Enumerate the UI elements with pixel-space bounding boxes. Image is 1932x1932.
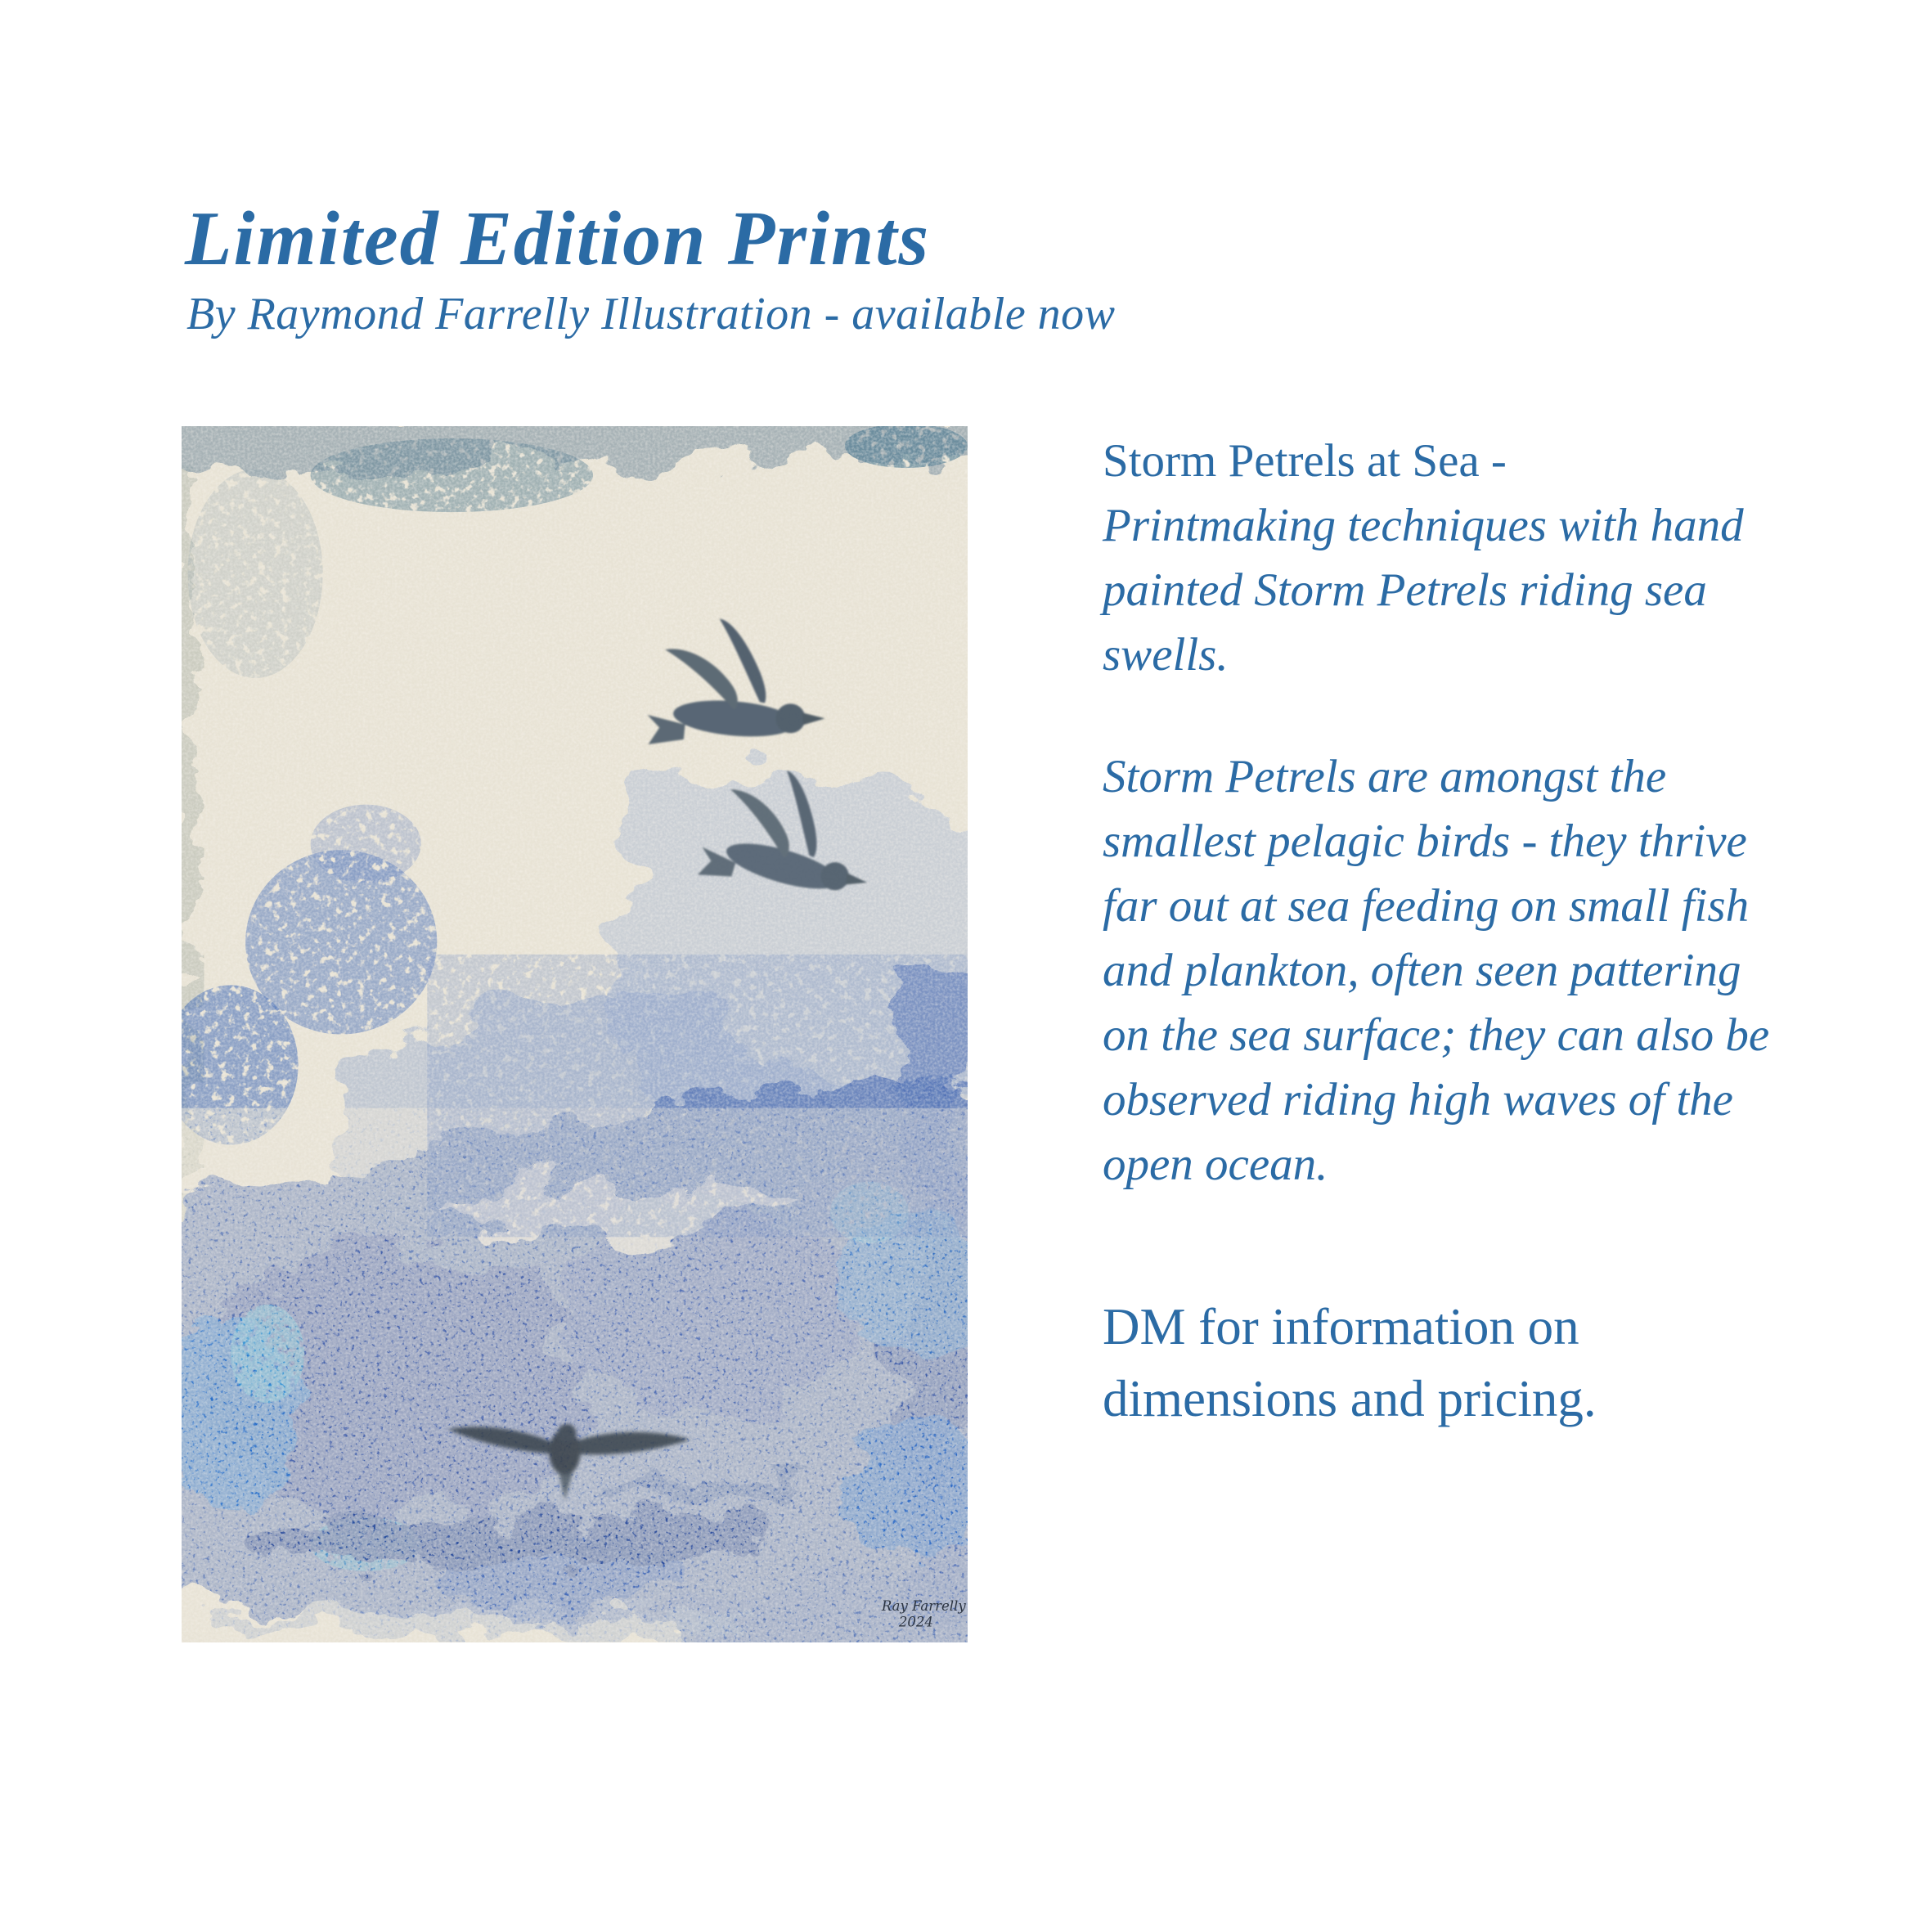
description-body-block bbox=[1103, 744, 1904, 1197]
artwork-figure bbox=[182, 426, 968, 1642]
description-cta-block bbox=[1103, 1291, 1904, 1435]
cta-text: DM for information on dimensions and pricing. bbox=[1103, 1298, 1597, 1427]
description-intro-block bbox=[1103, 429, 1904, 687]
signature-text: Ray Farrelly bbox=[881, 1597, 966, 1614]
description-heading: Storm Petrels at Sea - bbox=[1103, 435, 1507, 487]
signature-year: 2024 bbox=[898, 1614, 933, 1630]
page-subtitle: By Raymond Farrelly Illustration - available now bbox=[186, 289, 1116, 339]
description-body: Storm Petrels are amongst the smallest pelagic birds - they thrive far out at sea feeding on small fish and plankton, often seen pattering on the sea surface; they can also be observed riding high waves of the open ocean. bbox=[1103, 751, 1770, 1190]
storm-petrels-painting bbox=[182, 426, 968, 1642]
description-intro: Printmaking techniques with hand painted Storm Petrels riding sea swells. bbox=[1103, 500, 1744, 681]
page-title: Limited Edition Prints bbox=[185, 196, 931, 281]
